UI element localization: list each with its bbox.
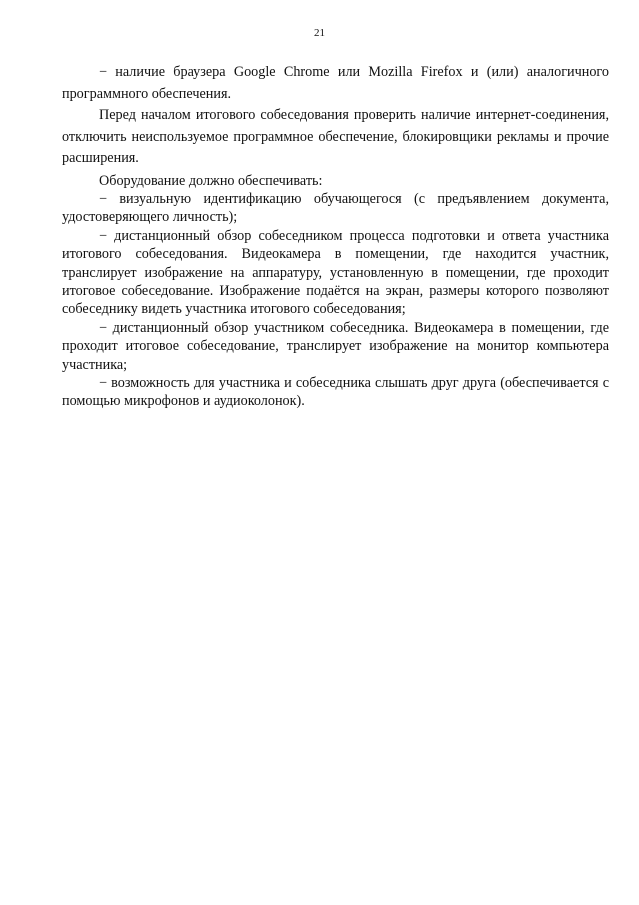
paragraph-visual-identification: − визуальную идентификацию обучающегося (с предъявлением документа, удостоверяющего личность);: [62, 190, 609, 226]
paragraph-remote-view-by-participant: − дистанционный обзор участником собеседника. Видеокамера в помещении, где проходит итоговое собеседование, транслирует изображение на монитор компьютера участника;: [62, 319, 609, 373]
paragraph-pre-check: Перед началом итогового собеседования проверить наличие интернет-соединения, отключить неиспользуемое программное обеспечение, блокировщики рекламы и прочие расширения.: [62, 107, 609, 166]
paragraph-equipment-intro: Оборудование должно обеспечивать:: [99, 172, 323, 189]
paragraph-remote-view-by-interlocutor: − дистанционный обзор собеседником процесса подготовки и ответа участника итогового собеседования. Видеокамера в помещении, где находится участник, транслирует изображение на аппаратуру, установленную в помещении, где проходит итоговое собеседование. Изображение подаётся на экран, размеры которого позволяют собеседнику видеть участника итогового собеседования;: [62, 227, 609, 318]
paragraph-browser-requirement: − наличие браузера Google Chrome или Mozilla Firefox и (или) аналогичного программного обеспечения.: [62, 64, 609, 102]
document-body: [62, 62, 609, 411]
paragraph-audio: − возможность для участника и собеседника слышать друг друга (обеспечивается с помощью микрофонов и аудиоколонок).: [62, 374, 609, 410]
page-number: 21: [314, 27, 325, 39]
